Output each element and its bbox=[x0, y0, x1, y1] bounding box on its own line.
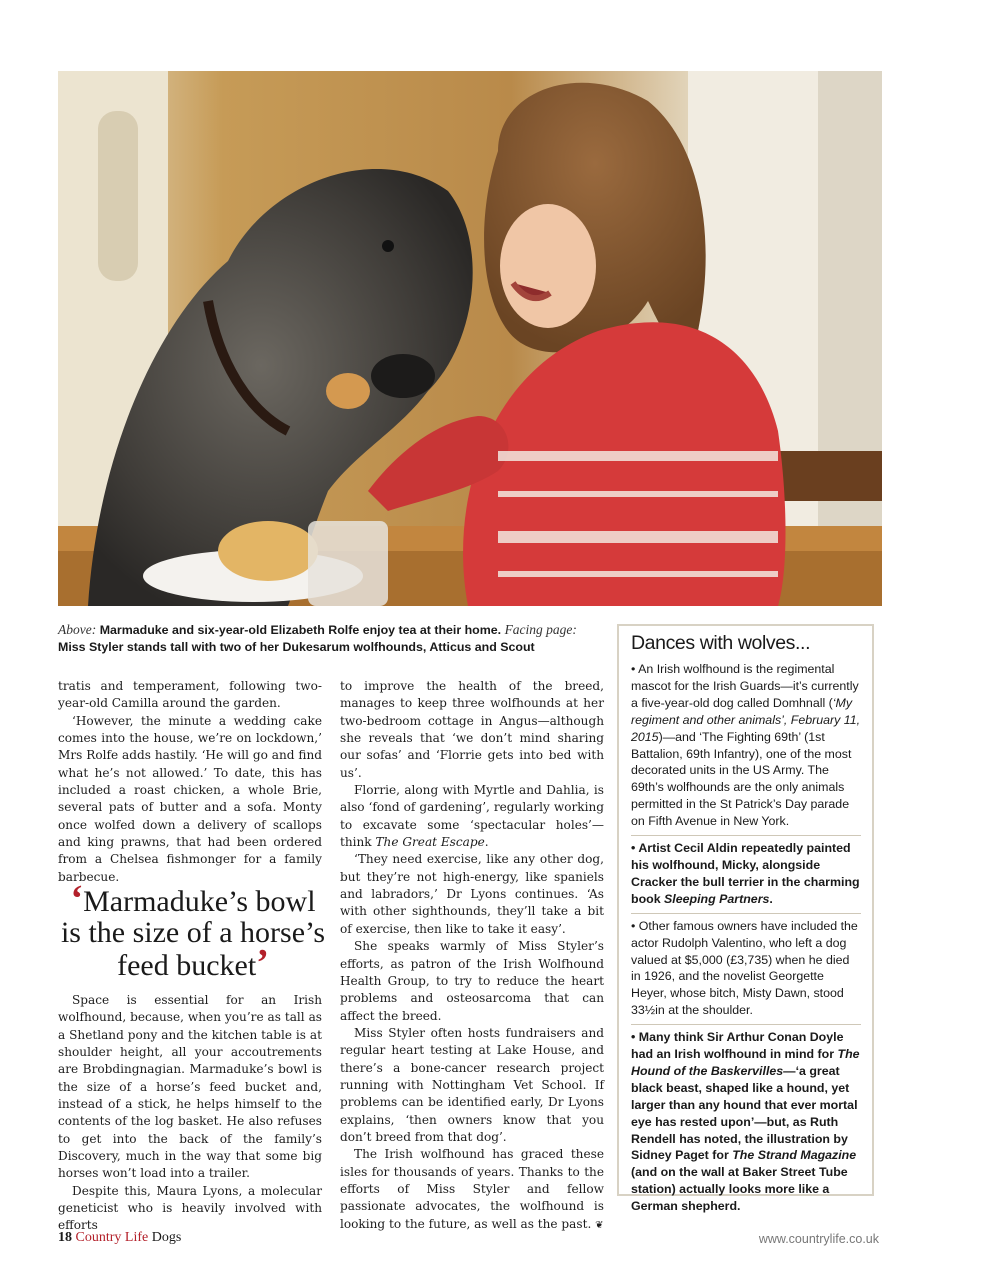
sidebar-bullet bbox=[631, 661, 861, 830]
paragraph: Despite this, Maura Lyons, a molecular geneticist who is heavily involved with efforts bbox=[58, 1183, 322, 1233]
caption-text-facing: Miss Styler stands tall with two of her Dukesarum wolfhounds, Atticus and Scout bbox=[58, 640, 535, 654]
dog-and-girl-photo-icon bbox=[58, 71, 882, 606]
body-column-1-top bbox=[58, 678, 322, 886]
sidebar-box bbox=[617, 624, 874, 1214]
divider bbox=[631, 1024, 861, 1025]
magazine-name: Country Life bbox=[75, 1230, 149, 1245]
caption-label-above: Above: bbox=[58, 622, 97, 637]
paragraph: ‘However, the minute a wedding cake comes into the house, we’re on lockdown,’ Mrs Rolfe adds hastily. ‘He will go and find what he’s not allowed.’ To date, this has included a roast chicken, a whole Brie, several pats of butter and a sofa. Monty once wolfed down a delivery of scallops and king prawns, that had been ordered from a Chelsea fishmonger for a family barbecue. bbox=[58, 713, 322, 884]
sidebar-text: )—and ‘The Fighting 69th’ (1st Battalion, 69th Infantry), one of the most decorated units in the US Army. The 69th’s wolfhounds are the only animals permitted in the St Patrick’s Day parade on Fifth Avenue in New York. bbox=[631, 729, 852, 829]
section-name: Dogs bbox=[151, 1230, 182, 1245]
sidebar-magazine-title: The Strand Magazine bbox=[732, 1148, 857, 1163]
end-mark-icon: ❦ bbox=[595, 1219, 604, 1231]
paragraph bbox=[340, 1146, 604, 1234]
sidebar-title: Dances with wolves... bbox=[631, 632, 811, 654]
hero-photo bbox=[58, 71, 882, 606]
sidebar-text: (and on the wall at Baker Street Tube station) actually looks more like a German shepherd. bbox=[631, 1165, 848, 1214]
sidebar-text: • An Irish wolfhound is the regimental mascot for the Irish Guards—it’s currently a five-year-old dog called Domhnall ( bbox=[631, 662, 859, 710]
sidebar-bullet: • Other famous owners have included the actor Rudolph Valentino, who left a dog valued at $5,000 (£3,735) when he died in 1926, and the novelist Georgette Heyer, whose bitch, Misty Dawn, stood 33½in at the shoulder. bbox=[631, 918, 858, 1018]
pull-quote-open-mark: ‘ bbox=[70, 878, 84, 920]
pull-quote bbox=[58, 878, 328, 984]
paragraph-text: Florrie, along with Myrtle and Dahlia, is also ‘fond of gardening’, regularly working to excavate some ‘spectacular holes’—think bbox=[340, 783, 604, 850]
sidebar-text: . bbox=[769, 891, 773, 906]
film-title: The Great Escape bbox=[375, 835, 485, 850]
sidebar-book-title: The Hound of the Baskervilles bbox=[631, 1047, 860, 1078]
sidebar-text: • Artist Cecil Aldin repeatedly painted his wolfhound, Micky, alongside Cracker the bull terrier in the charming book bbox=[631, 841, 860, 906]
body-column-2 bbox=[340, 678, 604, 1234]
paragraph-text: The Irish wolfhound has graced these isles for thousands of years. Thanks to the efforts of Miss Styler and fellow passionate advocates, the wolfhound is looking to the future, as well as the past. bbox=[340, 1147, 604, 1231]
sidebar-book-title: Sleeping Partners bbox=[664, 891, 770, 906]
paragraph: Space is essential for an Irish wolfhound, because, when you’re as tall as a Shetland pony and the kitchen table is at shoulder height, all your accoutrements are Brobdingnagian. Marmaduke’s bowl is the size of a horse’s feed bucket and, instead of a stick, he helps himself to the contents of the log basket. He also refuses to get into the back of the family’s Discovery, much in the way that some big horses won’t load into a trailer. bbox=[58, 993, 322, 1181]
caption-text-above: Marmaduke and six-year-old Elizabeth Rolfe enjoy tea at their home. bbox=[99, 623, 502, 637]
body-column-1-bottom bbox=[58, 992, 322, 1235]
website-url[interactable]: www.countrylife.co.uk bbox=[758, 1232, 879, 1246]
caption-label-facing: Facing page: bbox=[504, 622, 577, 637]
divider bbox=[631, 913, 861, 914]
paragraph bbox=[340, 782, 604, 851]
photo-caption bbox=[58, 621, 608, 656]
paragraph: ‘They need exercise, like any other dog, but they’re not high-energy, like spaniels and labradors,’ Dr Lyons continues. ‘As with other sighthounds, they’ll take a bit of exercise, then like to take it easy’. bbox=[340, 852, 604, 936]
page-number: 18 bbox=[58, 1230, 72, 1245]
sidebar-text: • Many think Sir Arthur Conan Doyle had an Irish wolfhound in mind for bbox=[631, 1030, 844, 1062]
sidebar-citation: ‘My regiment and other animals’, February 11, 2015 bbox=[631, 695, 861, 744]
divider bbox=[631, 835, 861, 836]
paragraph: tratis and temperament, following two-year-old Camilla around the garden. bbox=[58, 679, 322, 711]
paragraph: She speaks warmly of Miss Styler’s efforts, as patron of the Irish Wolfhound Health Group, to try to reduce the heart problems and osteosarcoma that can affect the breed. bbox=[340, 939, 604, 1023]
sidebar-bullet bbox=[631, 840, 861, 908]
pull-quote-close-mark: ’ bbox=[256, 942, 269, 984]
page-footer bbox=[58, 1230, 181, 1246]
paragraph-text: . bbox=[484, 835, 489, 850]
paragraph: Miss Styler often hosts fundraisers and regular heart testing at Lake House, and there’s a bone-cancer research project running with Nottingham Vet School. If problems can be identified early, Dr Lyons explains, ‘then owners know that you don’t breed from that dog’. bbox=[340, 1025, 604, 1144]
sidebar-text: —‘a great black beast, shaped like a hound, yet larger than any hound that ever mortal eye has rested upon’—but, as Ruth Rendell has noted, the illustration by Sidney Paget for bbox=[631, 1063, 858, 1163]
pull-quote-text: Marmaduke’s bowl is the size of a horse’s feed bucket bbox=[60, 885, 326, 982]
paragraph: to improve the health of the breed, manages to keep three wolfhounds at her two-bedroom cottage in Angus—although she reveals that ‘we don’t mind sharing our sofas’ and ‘Florrie gets into bed with us’. bbox=[340, 679, 604, 780]
sidebar-bullet bbox=[631, 1029, 861, 1215]
